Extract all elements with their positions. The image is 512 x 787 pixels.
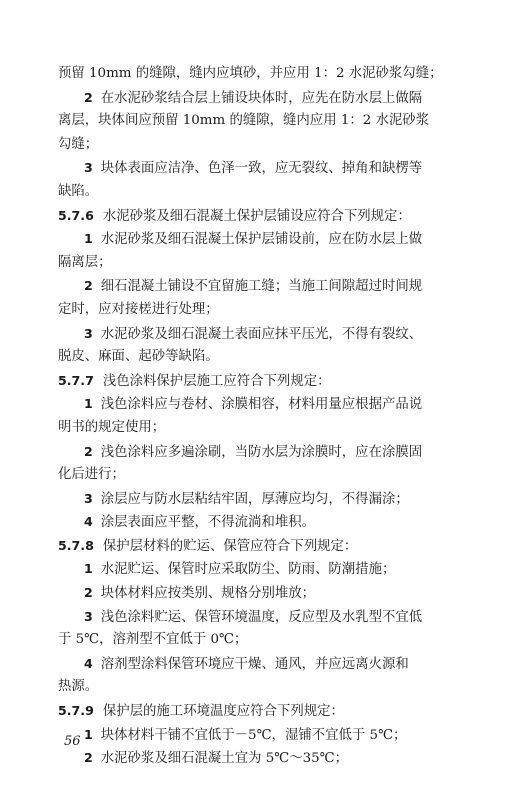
item-number: 2 <box>84 585 93 601</box>
item-number: 3 <box>84 608 93 624</box>
line-text: 保护层的施工环境温度应符合下列规定： <box>102 704 344 720</box>
line-text: 于 5℃，溶剂型不宜低于 0℃； <box>58 632 248 648</box>
list-item-line <box>58 322 466 346</box>
text-line <box>58 628 466 652</box>
item-number: 4 <box>84 514 93 530</box>
item-number: 1 <box>84 726 93 742</box>
item-number: 2 <box>84 89 93 105</box>
line-text: 涂层应与防水层粘结牢固，厚薄应均匀，不得漏涂； <box>100 491 409 507</box>
list-item-line <box>58 746 466 770</box>
text-line <box>58 251 466 275</box>
text-line <box>58 180 466 204</box>
line-text: 浅色涂料应多遍涂刷，当防水层为涂膜时，应在涂膜固 <box>100 444 423 460</box>
section-heading-line <box>58 369 466 393</box>
line-text: 明书的规定使用； <box>58 419 166 435</box>
text-line <box>58 133 466 157</box>
item-number: 1 <box>84 561 93 577</box>
list-item-line <box>58 557 466 581</box>
item-number: 1 <box>84 231 93 247</box>
list-item-line <box>58 392 466 416</box>
line-text: 块体材料应按类别、规格分别堆放； <box>100 586 316 602</box>
line-text: 预留 10mm 的缝隙，缝内应填砂，并应用 1：2 水泥砂浆勾缝； <box>58 66 443 81</box>
text-line <box>58 109 466 133</box>
line-text: 水泥砂浆及细石混凝土表面应抹平压光，不得有裂纹、 <box>100 326 423 342</box>
line-text: 定时，应对接槎进行处理； <box>58 301 219 317</box>
section-number: 5.7.6 <box>58 207 94 223</box>
list-item-line <box>58 227 466 251</box>
section-number: 5.7.7 <box>58 372 94 388</box>
list-item-line <box>58 510 466 534</box>
text-line <box>58 345 466 369</box>
line-text: 水泥砂浆及细石混凝土保护层铺设应符合下列规定： <box>102 208 411 224</box>
line-text: 浅色涂料应与卷材、涂膜相容，材料用量应根据产品说 <box>100 397 423 413</box>
list-item-line <box>58 86 466 110</box>
line-text: 脱皮、麻面、起砂等缺陷。 <box>58 349 219 365</box>
text-line <box>58 298 466 322</box>
item-number: 2 <box>84 750 93 766</box>
line-text: 块体表面应洁净、色泽一致，应无裂纹、掉角和缺楞等 <box>100 161 423 177</box>
line-text: 浅色涂料贮运、保管环境温度，反应型及水乳型不宜低 <box>100 609 423 625</box>
text-line <box>58 62 466 86</box>
line-text: 水泥砂浆及细石混凝土保护层铺设前，应在防水层上做 <box>100 232 423 248</box>
line-text: 水泥贮运、保管时应采取防尘、防雨、防潮措施； <box>100 562 396 578</box>
list-item-line <box>58 440 466 464</box>
line-text: 勾缝； <box>58 136 99 152</box>
text-line <box>58 416 466 440</box>
item-number: 3 <box>84 160 93 176</box>
line-text: 在水泥砂浆结合层上铺设块体时，应先在防水层上做隔 <box>100 90 423 106</box>
list-item-line <box>58 723 466 747</box>
item-number: 3 <box>84 325 93 341</box>
section-number: 5.7.8 <box>58 537 94 553</box>
page-number: 56 <box>64 734 81 749</box>
line-text: 化后进行； <box>58 467 125 483</box>
item-number: 2 <box>84 443 93 459</box>
section-heading-line <box>58 534 466 558</box>
line-text: 涂层表面应平整，不得流淌和堆积。 <box>100 515 316 531</box>
text-line <box>58 675 466 699</box>
line-text: 水泥砂浆及细石混凝土宜为 5℃～35℃； <box>100 751 349 767</box>
section-number: 5.7.9 <box>58 703 94 719</box>
line-text: 溶剂型涂料保管环境应干燥、通风，并应远离火源和 <box>100 656 409 672</box>
item-number: 4 <box>84 655 93 671</box>
line-text: 细石混凝土铺设不宜留施工缝；当施工间隙超过时间规 <box>100 279 423 295</box>
line-text: 块体材料干铺不宜低于－5℃，湿铺不宜低于 5℃； <box>100 727 407 743</box>
list-item-line <box>58 156 466 180</box>
item-number: 1 <box>84 396 93 412</box>
body-text <box>58 62 466 770</box>
line-text: 缺陷。 <box>58 183 99 199</box>
list-item-line <box>58 487 466 511</box>
section-heading-line <box>58 699 466 723</box>
list-item-line <box>58 274 466 298</box>
section-heading-line <box>58 204 466 228</box>
line-text: 热源。 <box>58 679 99 695</box>
line-text: 浅色涂料保护层施工应符合下列规定： <box>102 373 331 389</box>
line-text: 隔离层； <box>58 254 112 270</box>
item-number: 3 <box>84 490 93 506</box>
list-item-line <box>58 605 466 629</box>
item-number: 2 <box>84 278 93 294</box>
text-line <box>58 463 466 487</box>
line-text: 保护层材料的贮运、保管应符合下列规定： <box>102 538 358 554</box>
line-text: 离层，块体间应预留 10mm 的缝隙，缝内应用 1：2 水泥砂浆 <box>58 113 430 129</box>
list-item-line <box>58 581 466 605</box>
list-item-line <box>58 652 466 676</box>
